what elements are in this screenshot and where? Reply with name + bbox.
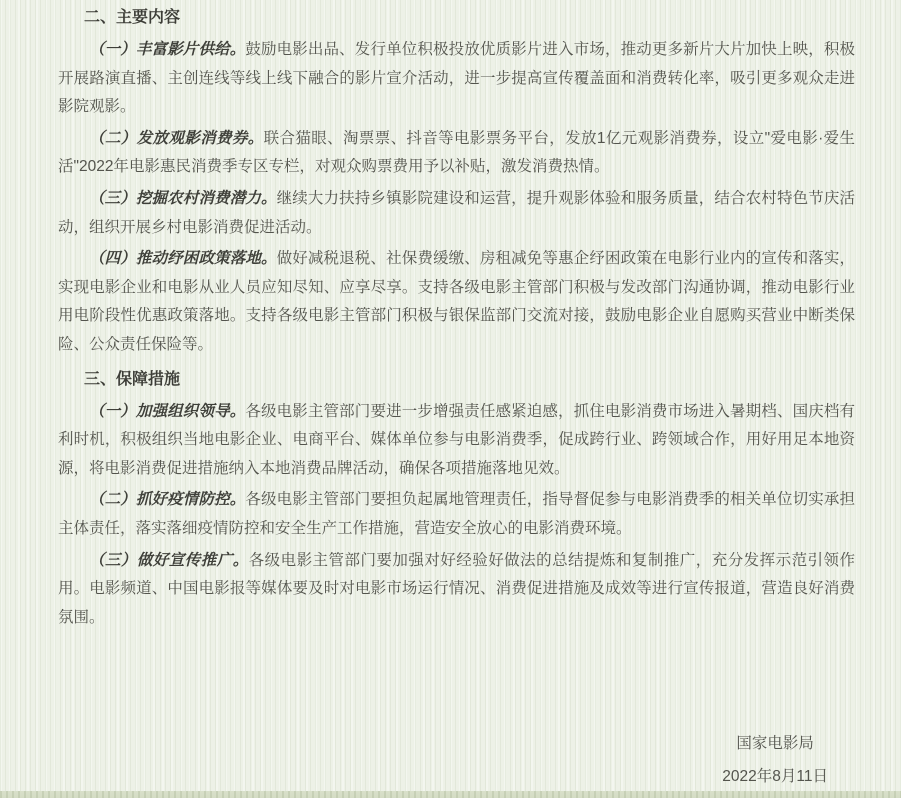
paragraph-body: 继续大力扶持乡镇影院建设和运营，提升观影体验和服务质量，结合农村特色节庆活动，组织开展乡村电影消费促进活动。: [58, 189, 855, 236]
paragraph-rural-consumption: [58, 185, 855, 242]
signature-inner: [722, 727, 828, 793]
signature-block: [58, 727, 855, 793]
paragraph-body: 各级电影主管部门要加强对好经验好做法的总结提炼和复制推广，充分发挥示范引领作用。电影频道、中国电影报等媒体要及时对电影市场运行情况、消费促进措施及成效等进行宣传报道，营造良好消费氛围。: [58, 551, 855, 626]
paragraph-body: 各级电影主管部门要进一步增强责任感紧迫感，抓住电影消费市场进入暑期档、国庆档有利时机，积极组织当地电影企业、电商平台、媒体单位参与电影消费季，促成跨行业、跨领域合作，用好用足本地资源，将电影消费促进措施纳入本地消费品牌活动，确保各项措施落地见效。: [58, 402, 855, 477]
paragraph-lead: （二）发放观影消费券。: [89, 129, 264, 147]
paragraph-body: 联合猫眼、淘票票、抖音等电影票务平台，发放1亿元观影消费券，设立"爱电影·爱生活"2022年电影惠民消费季专区专栏，对观众购票费用予以补贴，激发消费热情。: [58, 129, 855, 176]
paragraph-film-supply: [58, 36, 855, 122]
paragraph-body: 鼓励电影出品、发行单位积极投放优质影片进入市场，推动更多新片大片加快上映，积极开展路演直播、主创连线等线上线下融合的影片宣介活动，进一步提高宣传覆盖面和消费转化率，吸引更多观众走进影院观影。: [58, 41, 855, 116]
paragraph-consumption-vouchers: [58, 125, 855, 182]
paragraph-body: 各级电影主管部门要担负起属地管理责任，指导督促参与电影消费季的相关单位切实承担主体责任，落实落细疫情防控和安全生产工作措施，营造安全放心的电影消费环境。: [58, 491, 855, 537]
paragraph-publicity-promotion: [58, 547, 855, 633]
signature-date: 2022年8月11日: [722, 768, 828, 786]
paragraph-relief-policies: [58, 245, 855, 359]
paragraph-body: 做好减税退税、社保费缓缴、房租减免等惠企纾困政策在电影行业内的宣传和落实，实现电影企业和电影从业人员应知尽知、应享尽享。支持各级电影主管部门积极与发改部门沟通协调，推动电影行业用电阶段性优惠政策落地。支持各级电影主管部门积极与银保监部门交流对接，鼓励电影企业自愿购买营业中断类保险、公众责任保险等。: [58, 250, 855, 353]
page-bottom-edge: [0, 791, 901, 798]
section-heading-safeguard-measures: 三、保障措施: [84, 370, 181, 388]
paragraph-lead: （四）推动纾困政策落地。: [89, 250, 277, 268]
paragraph-lead: （一）加强组织领导。: [89, 402, 246, 420]
paragraph-lead: （三）挖掘农村消费潜力。: [89, 189, 277, 207]
paragraph-lead: （三）做好宣传推广。: [89, 551, 249, 569]
paragraph-lead: （二）抓好疫情防控。: [89, 491, 246, 509]
paragraph-epidemic-prevention: [58, 486, 855, 543]
signature-issuer: 国家电影局: [736, 735, 814, 753]
paragraph-lead: （一）丰富影片供给。: [89, 41, 246, 58]
section-heading-main-content: 二、主要内容: [84, 9, 181, 26]
paragraph-organizational-leadership: [58, 398, 855, 484]
